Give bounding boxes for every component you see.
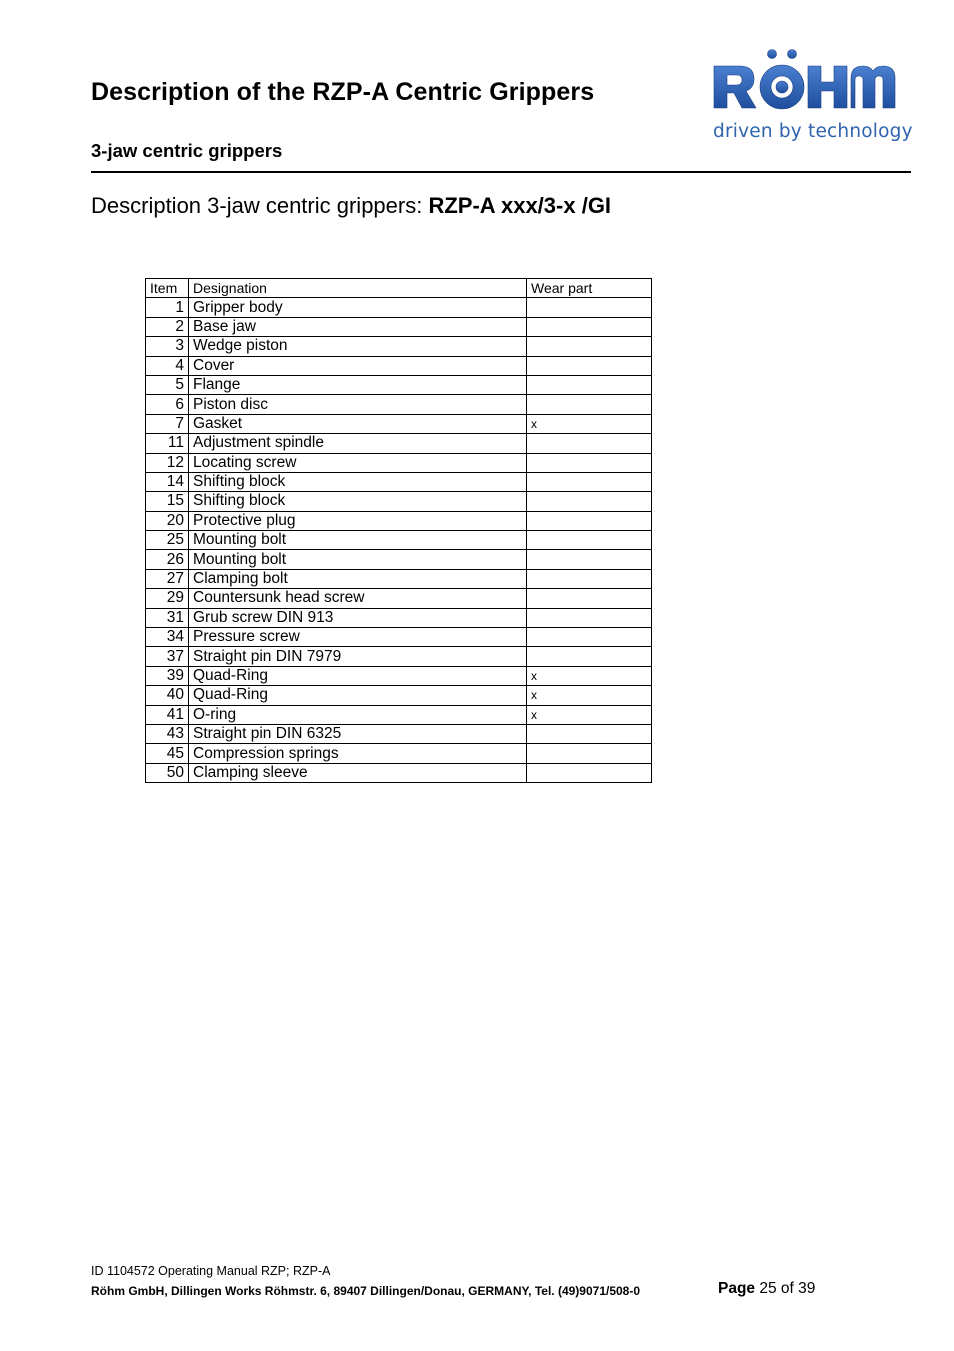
item-number-cell: 39 bbox=[146, 666, 189, 685]
item-number-cell: 43 bbox=[146, 724, 189, 743]
item-number-cell: 34 bbox=[146, 628, 189, 647]
wear-part-cell bbox=[527, 628, 652, 647]
table-row bbox=[146, 453, 652, 472]
item-number-cell: 11 bbox=[146, 434, 189, 453]
parts-table bbox=[145, 278, 652, 783]
designation-cell: Mounting bolt bbox=[189, 531, 527, 550]
item-number-cell: 29 bbox=[146, 589, 189, 608]
designation-cell: Wedge piston bbox=[189, 337, 527, 356]
item-number-cell: 14 bbox=[146, 472, 189, 491]
table-row bbox=[146, 569, 652, 588]
column-header-item: Item bbox=[146, 279, 189, 298]
table-row bbox=[146, 375, 652, 394]
wear-part-cell bbox=[527, 492, 652, 511]
item-number-cell: 37 bbox=[146, 647, 189, 666]
designation-cell: Gripper body bbox=[189, 298, 527, 317]
designation-cell: Grub screw DIN 913 bbox=[189, 608, 527, 627]
table-row bbox=[146, 434, 652, 453]
designation-cell: Clamping sleeve bbox=[189, 763, 527, 782]
designation-cell: Locating screw bbox=[189, 453, 527, 472]
wear-part-cell: x bbox=[527, 666, 652, 685]
item-number-cell: 27 bbox=[146, 569, 189, 588]
table-row bbox=[146, 628, 652, 647]
designation-cell: Quad-Ring bbox=[189, 666, 527, 685]
column-header-designation: Designation bbox=[189, 279, 527, 298]
wear-part-cell bbox=[527, 375, 652, 394]
item-number-cell: 31 bbox=[146, 608, 189, 627]
table-row bbox=[146, 298, 652, 317]
wear-part-cell bbox=[527, 569, 652, 588]
page-title: Description of the RZP-A Centric Grippers bbox=[91, 78, 595, 106]
wear-part-cell bbox=[527, 356, 652, 375]
wear-part-cell bbox=[527, 550, 652, 569]
table-row bbox=[146, 763, 652, 782]
wear-part-cell bbox=[527, 647, 652, 666]
table-row bbox=[146, 686, 652, 705]
item-number-cell: 7 bbox=[146, 414, 189, 433]
item-number-cell: 41 bbox=[146, 705, 189, 724]
wear-part-cell bbox=[527, 472, 652, 491]
table-row bbox=[146, 492, 652, 511]
designation-cell: Mounting bolt bbox=[189, 550, 527, 569]
wear-part-cell bbox=[527, 608, 652, 627]
wear-part-cell bbox=[527, 298, 652, 317]
table-row bbox=[146, 647, 652, 666]
table-row bbox=[146, 472, 652, 491]
table-row bbox=[146, 511, 652, 530]
designation-cell: Shifting block bbox=[189, 492, 527, 511]
item-number-cell: 25 bbox=[146, 531, 189, 550]
logo-tagline: driven by technology bbox=[713, 121, 913, 142]
table-row bbox=[146, 395, 652, 414]
table-row bbox=[146, 589, 652, 608]
designation-cell: Compression springs bbox=[189, 744, 527, 763]
designation-cell: Gasket bbox=[189, 414, 527, 433]
table-row bbox=[146, 356, 652, 375]
description-heading bbox=[91, 193, 611, 219]
wear-part-cell bbox=[527, 511, 652, 530]
wear-part-cell: x bbox=[527, 705, 652, 724]
item-number-cell: 3 bbox=[146, 337, 189, 356]
wear-part-cell bbox=[527, 763, 652, 782]
page-number bbox=[718, 1280, 815, 1298]
item-number-cell: 50 bbox=[146, 763, 189, 782]
designation-cell: O-ring bbox=[189, 705, 527, 724]
item-number-cell: 4 bbox=[146, 356, 189, 375]
wear-part-cell bbox=[527, 531, 652, 550]
description-prefix: Description 3-jaw centric grippers: bbox=[91, 193, 429, 218]
table-row bbox=[146, 337, 652, 356]
designation-cell: Protective plug bbox=[189, 511, 527, 530]
table-row bbox=[146, 550, 652, 569]
table-row bbox=[146, 608, 652, 627]
item-number-cell: 2 bbox=[146, 317, 189, 336]
table-row bbox=[146, 317, 652, 336]
wear-part-cell bbox=[527, 724, 652, 743]
item-number-cell: 5 bbox=[146, 375, 189, 394]
designation-cell: Clamping bolt bbox=[189, 569, 527, 588]
wear-part-cell bbox=[527, 453, 652, 472]
item-number-cell: 12 bbox=[146, 453, 189, 472]
designation-cell: Base jaw bbox=[189, 317, 527, 336]
designation-cell: Adjustment spindle bbox=[189, 434, 527, 453]
table-row bbox=[146, 414, 652, 433]
designation-cell: Pressure screw bbox=[189, 628, 527, 647]
table-row bbox=[146, 531, 652, 550]
description-model: RZP-A xxx/3-x /GI bbox=[428, 193, 612, 218]
table-row bbox=[146, 724, 652, 743]
designation-cell: Shifting block bbox=[189, 472, 527, 491]
wear-part-cell bbox=[527, 395, 652, 414]
designation-cell: Cover bbox=[189, 356, 527, 375]
item-number-cell: 1 bbox=[146, 298, 189, 317]
footer-document-id: ID 1104572 Operating Manual RZP; RZP-A bbox=[91, 1264, 331, 1278]
item-number-cell: 6 bbox=[146, 395, 189, 414]
header-divider bbox=[91, 171, 911, 173]
wear-part-cell bbox=[527, 434, 652, 453]
table-row bbox=[146, 744, 652, 763]
item-number-cell: 15 bbox=[146, 492, 189, 511]
wear-part-cell bbox=[527, 337, 652, 356]
column-header-wear-part: Wear part bbox=[527, 279, 652, 298]
wear-part-cell bbox=[527, 317, 652, 336]
designation-cell: Straight pin DIN 6325 bbox=[189, 724, 527, 743]
designation-cell: Piston disc bbox=[189, 395, 527, 414]
item-number-cell: 45 bbox=[146, 744, 189, 763]
table-header-row bbox=[146, 279, 652, 298]
item-number-cell: 20 bbox=[146, 511, 189, 530]
item-number-cell: 26 bbox=[146, 550, 189, 569]
page-subtitle: 3-jaw centric grippers bbox=[91, 140, 283, 161]
table-row bbox=[146, 705, 652, 724]
designation-cell: Straight pin DIN 7979 bbox=[189, 647, 527, 666]
footer-address: Röhm GmbH, Dillingen Works Röhmstr. 6, 89407 Dillingen/Donau, GERMANY, Tel. (49)9071/508-0 bbox=[91, 1284, 641, 1298]
item-number-cell: 40 bbox=[146, 686, 189, 705]
wear-part-cell: x bbox=[527, 686, 652, 705]
designation-cell: Countersunk head screw bbox=[189, 589, 527, 608]
designation-cell: Quad-Ring bbox=[189, 686, 527, 705]
page-count: 25 of 39 bbox=[755, 1280, 816, 1297]
wear-part-cell bbox=[527, 744, 652, 763]
wear-part-cell bbox=[527, 589, 652, 608]
designation-cell: Flange bbox=[189, 375, 527, 394]
table-row bbox=[146, 666, 652, 685]
page-label: Page bbox=[718, 1280, 756, 1297]
wear-part-cell: x bbox=[527, 414, 652, 433]
